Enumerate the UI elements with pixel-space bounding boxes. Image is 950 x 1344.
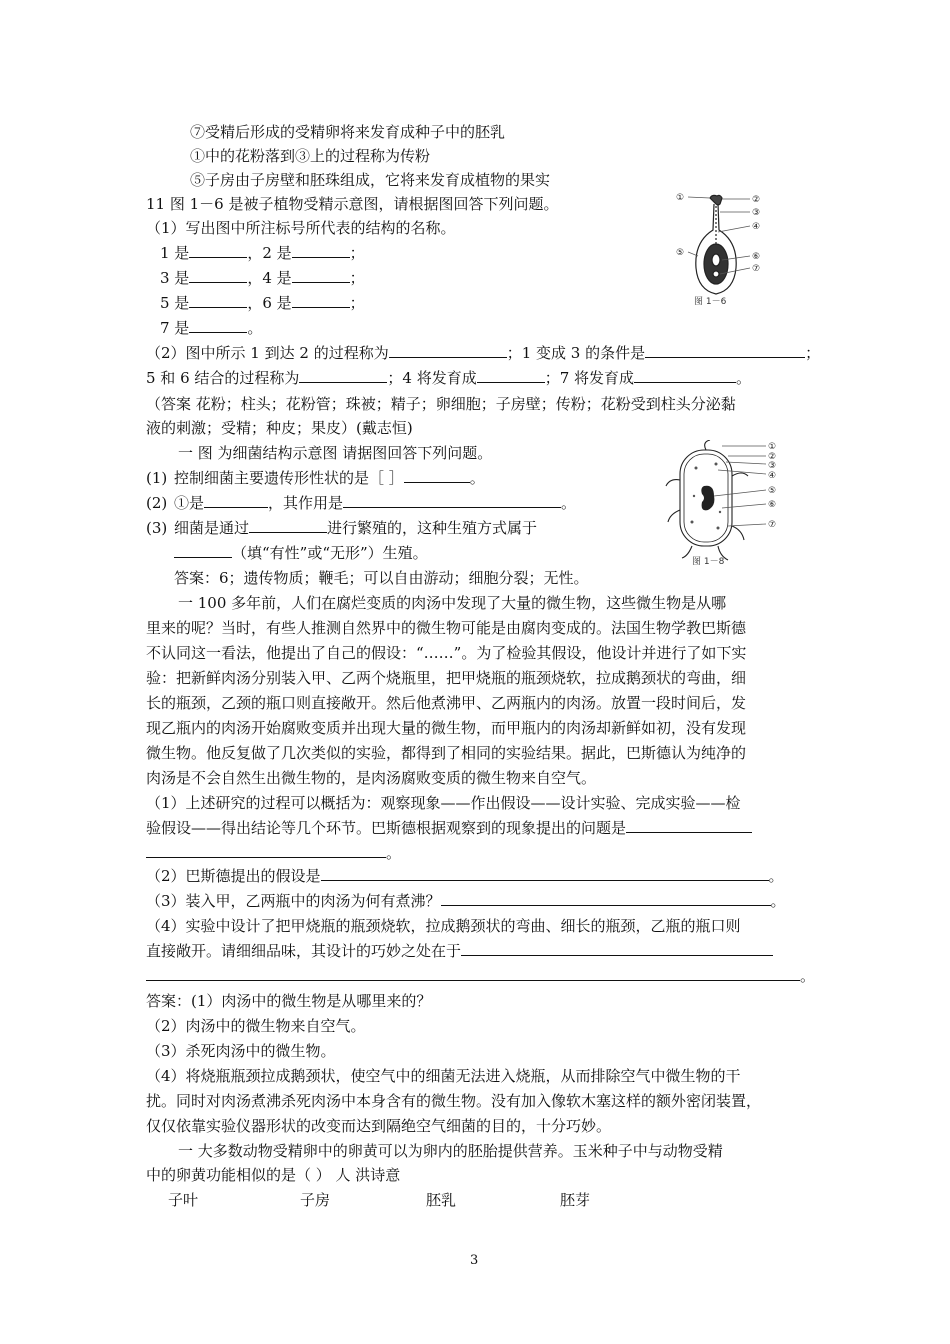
q13-s2 <box>146 866 784 886</box>
fig18-label-7: ⑦ <box>768 520 777 530</box>
q11-label-6: ，6 是 <box>247 294 292 312</box>
fig16-label-2: ② <box>752 195 761 205</box>
q13-blank-question-a[interactable] <box>626 818 752 833</box>
q11-blank-fertilization[interactable] <box>299 368 387 383</box>
page-number: 3 <box>470 1253 479 1268</box>
q11-label-5: 5 是 <box>160 294 190 312</box>
q12-p3 <box>146 518 537 538</box>
q12-p3b-text: （填“有性”或“无形”）生殖。 <box>232 544 428 562</box>
q11-row4 <box>160 318 262 338</box>
q14-option-d[interactable]: 胚芽 <box>560 1191 591 1209</box>
fig18-label-4: ④ <box>768 471 777 481</box>
q11-row3 <box>160 293 365 313</box>
q11-blank-4-becomes[interactable] <box>477 368 545 383</box>
q11-blank-4[interactable] <box>292 268 350 283</box>
fig16-label-3: ③ <box>752 208 761 218</box>
q14-option-b[interactable]: 子房 <box>300 1191 331 1209</box>
q11-answer-line2: 液的刺激；受精；种皮；果皮）(戴志恒) <box>146 419 413 437</box>
q11-title: 11 图 1－6 是被子植物受精示意图，请根据图回答下列问题。 <box>146 195 559 213</box>
q11-sub2-a: （2）图中所示 1 到达 2 的过程称为 <box>146 344 389 362</box>
q13-para-line2: 里来的呢？当时，有些人推测自然界中的微生物可能是由腐肉变成的。法国生物学教巴斯德 <box>146 619 747 637</box>
q12-p1-end: 。 <box>469 469 485 487</box>
q12-answer: 答案：6；遗传物质；鞭毛；可以自由游动；细胞分裂；无性。 <box>174 569 589 587</box>
q12-blank-sexual[interactable] <box>174 543 232 558</box>
q11-sub2b <box>146 368 751 388</box>
q11-label-1: 1 是 <box>160 244 190 262</box>
q13-s1-end: 。 <box>386 844 402 862</box>
q13-answer-4c: 仅仅依靠实验仪器形状的改变而达到隔绝空气细菌的目的，十分巧妙。 <box>146 1117 612 1135</box>
q13-blank-design-b[interactable] <box>146 966 800 981</box>
fig18-label-6: ⑥ <box>768 500 777 510</box>
q13-para-line3: 不认同这一看法，他提出了自己的假设：“……”。为了检验其假设，他设计并进行了如下实 <box>146 644 747 662</box>
q11-blank-5[interactable] <box>189 293 247 308</box>
q13-para-line6: 现乙瓶内的肉汤开始腐败变质并出现大量的微生物，而甲瓶内的肉汤却新鲜如初，没有发现 <box>146 719 747 737</box>
q12-p2-a: ①是 <box>174 494 205 512</box>
q11-blank-1[interactable] <box>189 243 247 258</box>
q13-s1-line2 <box>146 818 752 838</box>
q11-sub2b-end: 。 <box>736 369 752 387</box>
q11-blank-2[interactable] <box>292 243 350 258</box>
q13-s4-line3 <box>146 966 815 986</box>
q13-s3-end: 。 <box>770 892 786 910</box>
option-line-1: ①中的花粉落到③上的过程称为传粉 <box>190 147 431 165</box>
fig18-label-2: ② <box>768 452 777 462</box>
q11-sub2b-b: ；4 将发育成 <box>387 369 477 387</box>
q12-blank-reproduction[interactable] <box>249 518 327 533</box>
q14-option-a[interactable]: 子叶 <box>168 1191 199 1209</box>
q13-answer-3: （3）杀死肉汤中的微生物。 <box>146 1042 336 1060</box>
q13-blank-hypothesis[interactable] <box>321 866 769 881</box>
q11-sub2b-a: 5 和 6 结合的过程称为 <box>146 369 300 387</box>
q12-p3b <box>174 543 428 563</box>
q11-blank-7[interactable] <box>189 318 247 333</box>
q11-sub2-end: ； <box>805 344 821 362</box>
q11-row2 <box>160 268 365 288</box>
q12-p3-num: (3) <box>146 519 168 537</box>
q13-s4-line1: （4）实验中设计了把甲烧瓶的瓶颈烧软，拉成鹅颈状的弯曲、细长的瓶颈，乙瓶的瓶口则 <box>146 917 741 935</box>
q11-row4-end: 。 <box>247 319 263 337</box>
q12-p3-a: 细菌是通过 <box>174 519 250 537</box>
q11-sub2-b: ；1 变成 3 的条件是 <box>506 344 646 362</box>
q14-line2: 中的卵黄功能相似的是（ ） 人 洪诗意 <box>146 1166 401 1184</box>
q11-label-2: ，2 是 <box>247 244 292 262</box>
q12-p2-end: 。 <box>561 494 577 512</box>
q13-para-line8: 肉汤是不会自然生出微生物的，是肉汤腐败变质的微生物来自空气。 <box>146 769 597 787</box>
q11-row1 <box>160 243 365 263</box>
q13-s3 <box>146 891 786 911</box>
q13-s2-text: （2）巴斯德提出的假设是 <box>146 867 321 885</box>
q12-p1-num: (1) <box>146 469 168 487</box>
q11-blank-pollination[interactable] <box>389 343 507 358</box>
q13-answer-4a: （4）将烧瓶瓶颈拉成鹅颈状，使空气中的细菌无法进入烧瓶，从而排除空气中微生物的干 <box>146 1067 741 1085</box>
q14-line1: 一 大多数动物受精卵中的卵黄可以为卵内的胚胎提供营养。玉米种子中与动物受精 <box>178 1142 723 1160</box>
q13-answer-1: 答案：(1）肉汤中的微生物是从哪里来的？ <box>146 992 432 1010</box>
q12-blank-flagellum[interactable] <box>204 493 268 508</box>
q12-p2-num: (2) <box>146 494 168 512</box>
fig16-label-7: ⑦ <box>752 264 761 274</box>
q13-para-line7: 微生物。他反复做了几次类似的实验，都得到了相同的实验结果。据此，巴斯德认为纯净的 <box>146 744 747 762</box>
fig16-caption: 图 1－6 <box>694 297 727 307</box>
q12-p1-text: 控制细菌主要遗传形性状的是［ ］ <box>174 469 404 487</box>
q11-row3-end: ； <box>349 294 365 312</box>
fig16-label-1: ① <box>676 193 685 203</box>
q12-p3-b: 进行繁殖的，这种生殖方式属于 <box>327 519 538 537</box>
q13-s4-line2 <box>146 941 773 961</box>
q13-para-line5: 长的瓶颈，乙颈的瓶口则直接敞开。然后他煮沸甲、乙两瓶内的肉汤。放置一段时间后，发 <box>146 694 747 712</box>
q12-blank-genetic[interactable] <box>404 468 470 483</box>
q13-s1-line3 <box>146 843 401 863</box>
q11-sub2 <box>146 343 820 363</box>
fig18-label-3: ③ <box>768 461 777 471</box>
q13-answer-2: （2）肉汤中的微生物来自空气。 <box>146 1017 366 1035</box>
bacteria-structure-figure <box>662 440 782 566</box>
option-line-7: ⑦受精后形成的受精卵将来发育成种子中的胚乳 <box>190 123 506 141</box>
fig16-label-6: ⑥ <box>752 252 761 262</box>
q13-s1-line1: （1）上述研究的过程可以概括为：观察现象——作出假设——设计实验、完成实验——检 <box>146 794 741 812</box>
q12-p2-b: ，其作用是 <box>268 494 344 512</box>
q11-blank-3[interactable] <box>189 268 247 283</box>
q13-para-line1: 一 100 多年前，人们在腐烂变质的肉汤中发现了大量的微生物，这些微生物是从哪 <box>178 594 727 612</box>
q11-sub1: （1）写出图中所注标号所代表的结构的名称。 <box>146 219 456 237</box>
q11-row1-end: ； <box>349 244 365 262</box>
fig18-label-1: ① <box>768 442 777 452</box>
fig16-label-4: ④ <box>752 222 761 232</box>
q12-p1 <box>146 468 485 488</box>
q11-row2-end: ； <box>349 269 365 287</box>
fig16-label-5: ⑤ <box>676 248 685 258</box>
q13-blank-question-b[interactable] <box>146 843 386 858</box>
fig18-caption: 图 1－8 <box>692 557 725 566</box>
q11-blank-7-becomes[interactable] <box>634 368 736 383</box>
q13-blank-design-a[interactable] <box>461 941 773 956</box>
q13-blank-boiling[interactable] <box>441 891 771 906</box>
q11-label-4: ，4 是 <box>247 269 292 287</box>
q13-s4-text: 直接敞开。请细细品味，其设计的巧妙之处在于 <box>146 942 462 960</box>
fig18-label-5: ⑤ <box>768 486 777 496</box>
q13-s2-end: 。 <box>768 867 784 885</box>
q12-title: 一 图 为细菌结构示意图 请据图回答下列问题。 <box>178 444 493 462</box>
q11-sub2b-c: ；7 将发育成 <box>544 369 635 387</box>
q11-label-3: 3 是 <box>160 269 190 287</box>
q13-s4-end: 。 <box>800 967 816 985</box>
option-line-5: ⑤子房由子房壁和胚珠组成，它将来发育成植物的果实 <box>190 171 551 189</box>
flower-fertilization-figure <box>672 190 782 310</box>
q13-s1-text: 验假设——得出结论等几个环节。巴斯德根据观察到的现象提出的问题是 <box>146 819 627 837</box>
q11-answer-line1: （答案 花粉；柱头；花粉管；珠被；精子；卵细胞；子房壁；传粉；花粉受到柱头分泌黏 <box>146 395 736 413</box>
q11-label-7: 7 是 <box>160 319 190 337</box>
q12-blank-function[interactable] <box>343 493 561 508</box>
q13-answer-4b: 扰。同时对肉汤煮沸杀死肉汤中本身含有的微生物。没有加入像软木塞这样的额外密闭装置， <box>146 1092 762 1110</box>
q11-blank-condition[interactable] <box>645 343 805 358</box>
q14-option-c[interactable]: 胚乳 <box>426 1191 457 1209</box>
q11-blank-6[interactable] <box>292 293 350 308</box>
q12-p2 <box>146 493 576 513</box>
q13-para-line4: 验：把新鲜肉汤分别装入甲、乙两个烧瓶里，把甲烧瓶的瓶颈烧软，拉成鹅颈状的弯曲，细 <box>146 669 747 687</box>
q13-s3-text: （3）装入甲，乙两瓶中的肉汤为何有煮沸？ <box>146 892 441 910</box>
